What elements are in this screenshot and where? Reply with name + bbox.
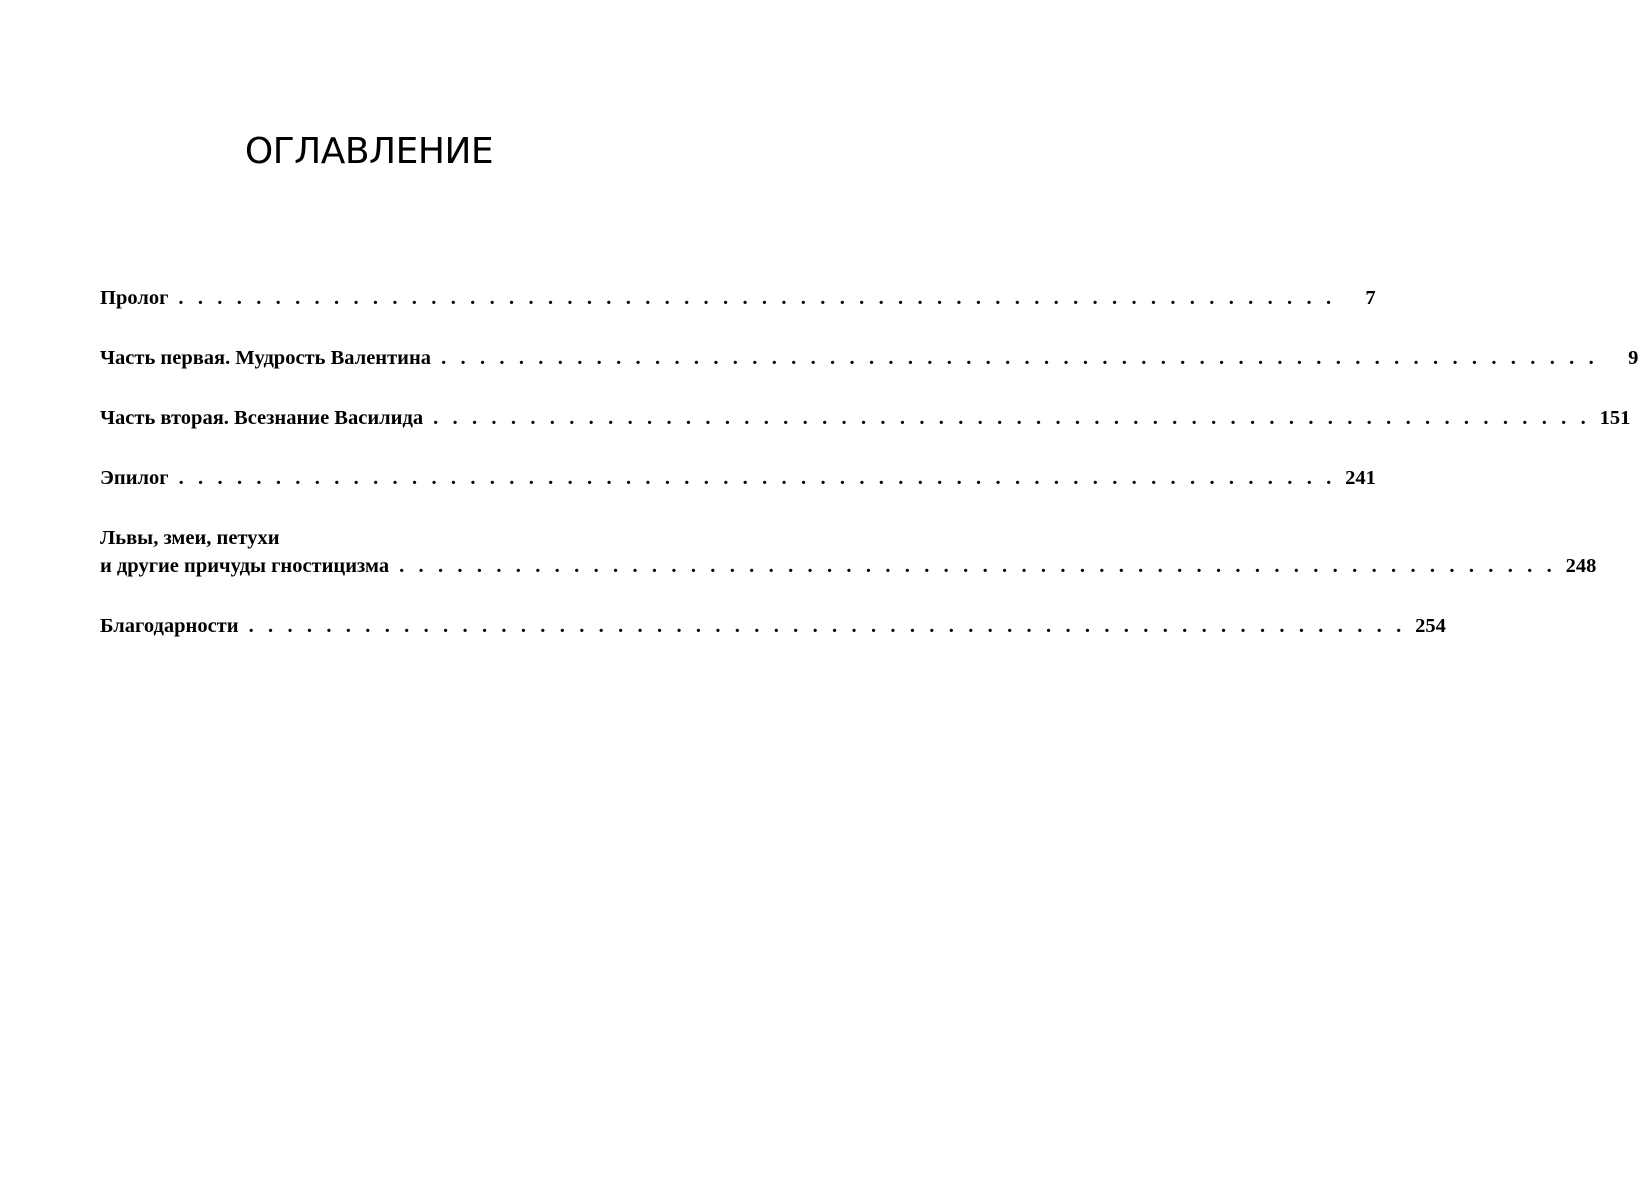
toc-page-number: 254 bbox=[1415, 615, 1446, 637]
toc-page-number: 248 bbox=[1565, 555, 1597, 577]
toc-entry-title: Пролог bbox=[100, 287, 169, 309]
toc-entry-title: Эпилог bbox=[100, 467, 169, 489]
toc-page-number: 151 bbox=[1599, 407, 1631, 429]
dot-leader: . . . . . . . . . . . . . . . . . . . . . . . . . . . . . . . . . . . . . . . . . . . . . . . . . . . . . . . . . . . . bbox=[441, 347, 1599, 369]
dot-leader: . . . . . . . . . . . . . . . . . . . . . . . . . . . . . . . . . . . . . . . . . . . . . . . . . . . . . . . . . . . . bbox=[399, 555, 1557, 577]
toc-entry-part-two bbox=[100, 404, 1631, 432]
toc-entry-title: Благодарности bbox=[100, 615, 239, 637]
toc-entry-title: Львы, змеи, петухи и другие причуды гностицизма bbox=[100, 527, 390, 577]
dot-leader: . . . . . . . . . . . . . . . . . . . . . . . . . . . . . . . . . . . . . . . . . . . . . . . . . . . . . . . . . . . . bbox=[433, 407, 1591, 429]
toc-page-number: 7 bbox=[1365, 287, 1376, 309]
toc-page-number: 9 bbox=[1628, 347, 1638, 369]
toc-page-number: 241 bbox=[1345, 467, 1376, 489]
toc-entry-gnosticism bbox=[100, 524, 1597, 580]
toc-entry-acknowledgements bbox=[100, 612, 1446, 640]
dot-leader: . . . . . . . . . . . . . . . . . . . . . . . . . . . . . . . . . . . . . . . . . . . . . . . . . . . . . . . . . . . . bbox=[248, 615, 1406, 637]
table-of-contents bbox=[100, 284, 1638, 640]
toc-entry-part-one bbox=[100, 344, 1638, 372]
page-title: ОГЛАВЛЕНИЕ bbox=[244, 131, 494, 172]
dot-leader: . . . . . . . . . . . . . . . . . . . . . . . . . . . . . . . . . . . . . . . . . . . . . . . . . . . . . . . . . . . . bbox=[178, 467, 1336, 489]
dot-leader: . . . . . . . . . . . . . . . . . . . . . . . . . . . . . . . . . . . . . . . . . . . . . . . . . . . . . . . . . . . . bbox=[178, 287, 1336, 309]
toc-entry-title: Часть вторая. Всезнание Василида bbox=[100, 407, 424, 429]
toc-entry-epilogue bbox=[100, 464, 1376, 492]
toc-entry-prologue bbox=[100, 284, 1376, 312]
toc-entry-title: Часть первая. Мудрость Валентина bbox=[100, 347, 432, 369]
